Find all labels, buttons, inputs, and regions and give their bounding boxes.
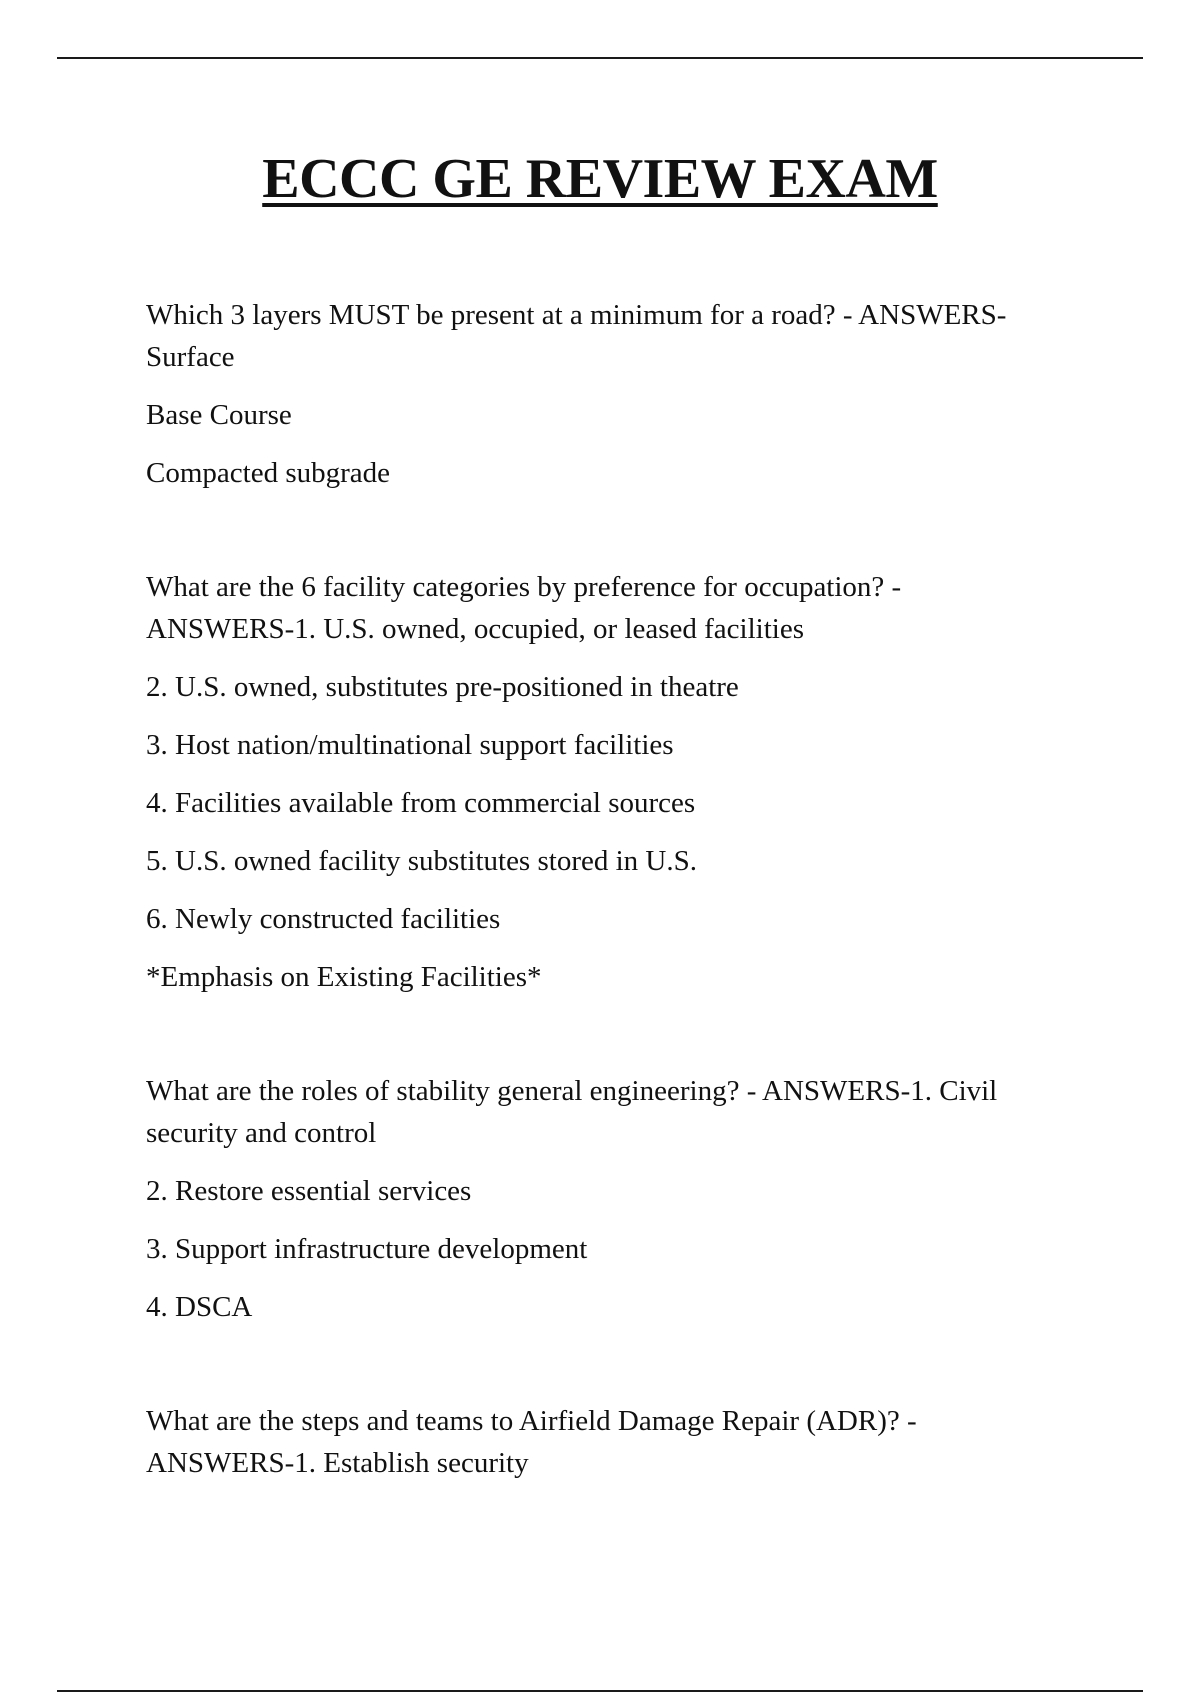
answer-line: 2. Restore essential services [146, 1175, 472, 1207]
answer-line: *Emphasis on Existing Facilities* [146, 961, 542, 993]
answer-line: 6. Newly constructed facilities [146, 903, 501, 935]
answer-line: 3. Support infrastructure development [146, 1233, 588, 1265]
question-text: What are the steps and teams to Airfield Damage Repair (ADR)? - ANSWERS-1. Establish security [146, 1405, 917, 1479]
question-text: What are the roles of stability general engineering? - ANSWERS-1. Civil security and control [146, 1075, 998, 1149]
page-title [0, 148, 1200, 210]
answer-line: 2. U.S. owned, substitutes pre-positioned in theatre [146, 671, 739, 703]
question-text: What are the 6 facility categories by preference for occupation? - ANSWERS-1. U.S. owned, occupied, or leased facilities [146, 571, 902, 645]
answer-line: Compacted subgrade [146, 457, 391, 489]
top-rule [57, 57, 1143, 59]
answer-line: 3. Host nation/multinational support facilities [146, 729, 674, 761]
qa-entry [146, 1400, 1046, 1484]
answer-line: 4. DSCA [146, 1291, 253, 1323]
answer-line: 4. Facilities available from commercial sources [146, 787, 696, 819]
qa-entry [146, 566, 1046, 998]
qa-entry [146, 294, 1046, 494]
document-body [146, 294, 1046, 1556]
answer-line: Base Course [146, 399, 292, 431]
qa-entry [146, 1070, 1046, 1328]
answer-line: 5. U.S. owned facility substitutes stored in U.S. [146, 845, 697, 877]
bottom-rule [57, 1690, 1143, 1692]
question-text: Which 3 layers MUST be present at a minimum for a road? - ANSWERS-Surface [146, 299, 1007, 373]
page-title-text: ECCC GE REVIEW EXAM [262, 148, 938, 210]
